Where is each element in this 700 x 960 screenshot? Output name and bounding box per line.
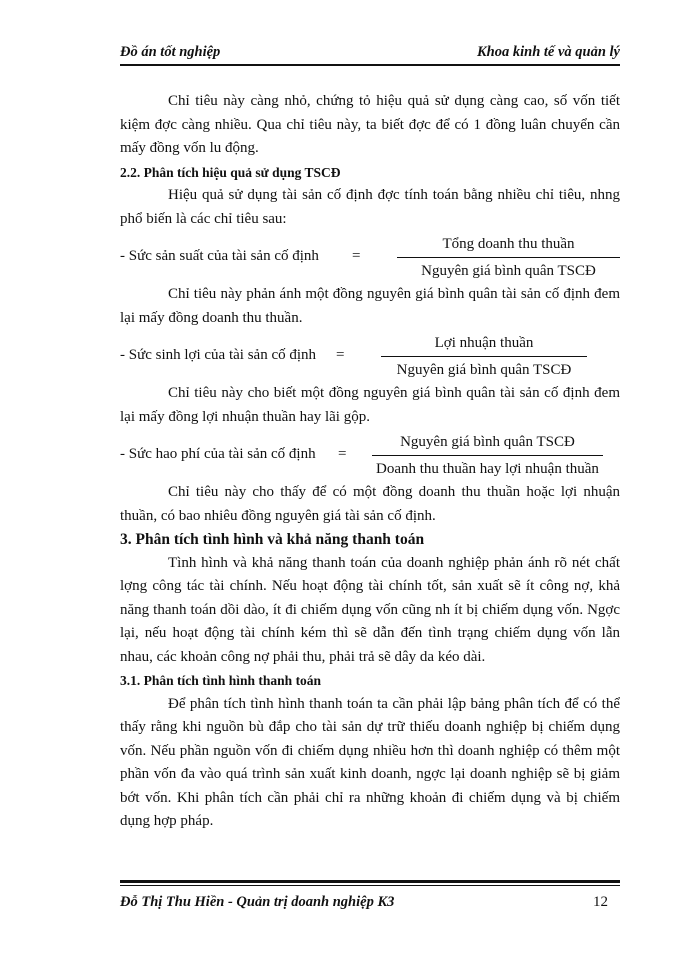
header-right-title: Khoa kinh tế và quản lý	[476, 44, 620, 60]
header-left-title: Đồ án tốt nghiệp	[120, 44, 221, 60]
fraction-denominator: Nguyên giá bình quân TSCĐ	[381, 356, 587, 380]
fraction-numerator: Nguyên giá bình quân TSCĐ	[400, 433, 575, 450]
fraction-numerator: Tổng doanh thu thuần	[442, 235, 575, 252]
page-header	[120, 44, 620, 64]
fraction	[372, 432, 603, 479]
fraction-denominator: Doanh thu thuần hay lợi nhuận thuần	[372, 455, 603, 479]
equals-sign: =	[338, 446, 347, 463]
formula-profitability	[120, 332, 620, 380]
formula-production-capacity	[120, 233, 620, 281]
page-footer	[120, 894, 620, 916]
section-heading-2-2: 2.2. Phân tích hiệu quả sử dụng TSCĐ	[120, 164, 341, 180]
fraction-denominator: Nguyên giá bình quân TSCĐ	[397, 257, 620, 281]
paragraph: Hiệu quả sử dụng tài sản cố định đợc tính toán bằng nhiều chỉ tiêu, nhng phổ biến là các chỉ tiêu sau:	[120, 187, 620, 227]
footer-author: Đỗ Thị Thu Hiền - Quản trị doanh nghiệp K3	[120, 894, 395, 910]
page-body	[120, 90, 620, 834]
section-heading-3-1: 3.1. Phân tích tình hình thanh toán	[120, 673, 322, 688]
formula-consumption	[120, 431, 620, 479]
footer-divider-thin	[120, 885, 620, 886]
equals-sign: =	[352, 248, 361, 265]
formula-label: - Sức sinh lợi của tài sản cố định	[120, 347, 317, 364]
paragraph: Chỉ tiêu này cho biết một đồng nguyên giá bình quân tài sản cố định đem lại mấy đồng lợi nhuận thuần hay lãi gộp.	[120, 385, 620, 425]
equals-sign: =	[336, 347, 345, 364]
fraction	[397, 234, 620, 281]
header-divider	[120, 64, 620, 66]
paragraph: Chỉ tiêu này phản ánh một đồng nguyên giá bình quân tài sản cố định đem lại mấy đồng doanh thu thuần.	[120, 286, 620, 326]
footer-divider-thick	[120, 880, 620, 883]
paragraph: Để phân tích tình hình thanh toán ta cần phải lập bảng phân tích để có thể thấy rằng khi nguồn bù đắp cho tài sản dự trữ thiếu doanh nghiệp bị chiếm dụng vốn. Nếu phần nguồn vốn đi chiếm dụng nhiều hơn thì doanh nghiệp có thêm một phần vốn đa vào quá trình sản xuất kinh doanh, ngợc lại doanh nghiệp sẽ bị giảm bớt vốn. Khi phân tích cần phải chỉ ra những khoản đi chiếm dụng và bị chiếm dụng hợp pháp.	[120, 695, 620, 829]
paragraph: Tình hình và khả năng thanh toán của doanh nghiệp phản ánh rõ nét chất lợng công tác tài chính. Nếu hoạt động tài chính tốt, sản xuất sẽ ít công nợ, khả năng thanh toán dồi dào, ít đi chiếm dụng vốn cũng nh ít bị chiếm dụng vốn. Ngợc lại, nếu hoạt động tài chính kém thì sẽ dẫn đến tình trạng chiếm dụng vốn lẫn nhau, các khoản công nợ phải thu, phải trả sẽ dây da kéo dài.	[120, 554, 620, 665]
paragraph: Chỉ tiêu này cho thấy để có một đồng doanh thu thuần hoặc lợi nhuận thuần, có bao nhiêu đồng nguyên giá tài sản cố định.	[120, 484, 620, 524]
section-heading-3: 3. Phân tích tình hình và khả năng thanh toán	[120, 531, 425, 548]
formula-label: - Sức sản suất của tài sản cố định	[120, 248, 319, 265]
page-number: 12	[593, 894, 608, 910]
fraction-numerator: Lợi nhuận thuần	[434, 334, 534, 351]
fraction	[381, 333, 587, 380]
paragraph: Chỉ tiêu này càng nhỏ, chứng tỏ hiệu quả sử dụng càng cao, số vốn tiết kiệm đợc càng nhiều. Qua chỉ tiêu này, ta biết đợc để có 1 đồng luân chuyển cần mấy đồng vốn lu động.	[120, 93, 620, 156]
formula-label: - Sức hao phí của tài sản cố định	[120, 446, 316, 463]
